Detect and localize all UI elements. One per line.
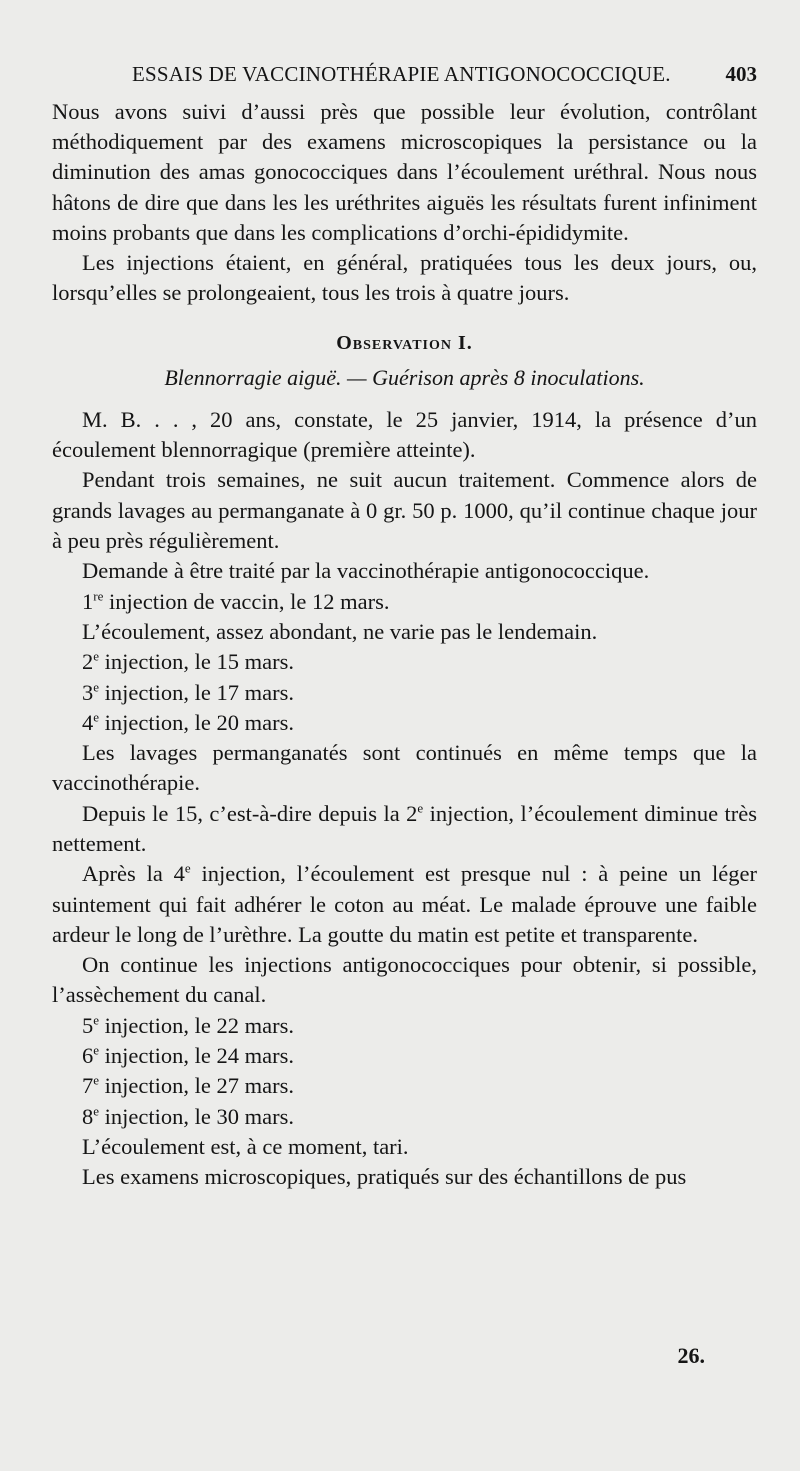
case-report [52, 405, 757, 1193]
observation-subtitle: Blennorragie aiguë. — Guérison après 8 inoculations. [164, 364, 645, 390]
injection-number: 5 [82, 1012, 94, 1038]
ordinal-suffix: e [93, 1042, 100, 1058]
case-line: Pendant trois semaines, ne suit aucun traitement. Commence alors de grands lavages au permanganate à 0 gr. 50 p. 1000, qu’il continue chaque jour à peu près régulièrement. [52, 467, 757, 554]
ordinal-suffix: e [93, 648, 100, 664]
ordinal-suffix: e [93, 1072, 100, 1088]
ordinal-suffix: re [93, 588, 104, 604]
page-header [52, 62, 757, 92]
case-line: On continue les injections antigonococciques pour obtenir, si possible, l’assèchement du canal. [52, 952, 757, 1008]
injection-text: injection de vaccin, le 12 mars. [108, 588, 390, 614]
case-line: Les examens microscopiques, pratiqués sur des échantillons de pus [82, 1164, 687, 1190]
text-fragment: injection, l’écoulement diminue très nettement. [52, 800, 758, 856]
case-line: Demande à être traité par la vaccinothérapie antigonococcique. [82, 558, 650, 584]
case-line [52, 799, 757, 860]
injection-number: 7 [82, 1073, 94, 1099]
injection-line [52, 1011, 757, 1041]
case-line: Les lavages permanganatés sont continués en même temps que la vaccinothérapie. [52, 740, 757, 796]
ordinal-suffix: e [93, 679, 100, 694]
injection-text: injection, le 24 mars. [104, 1043, 294, 1069]
intro-paragraph-2: Les injections étaient, en général, pratiquées tous les deux jours, ou, lorsqu’elles se prolongeaient, tous les trois à quatre jours. [52, 250, 757, 306]
injection-line [52, 1041, 757, 1071]
text-fragment: Depuis le 15, c’est-à-dire depuis la 2 [82, 800, 418, 826]
injection-text: injection, le 22 mars. [104, 1012, 294, 1038]
case-line: L’écoulement, assez abondant, ne varie pas le lendemain. [82, 618, 598, 644]
injection-text: injection, le 15 mars. [104, 649, 294, 675]
page-body [52, 97, 757, 1193]
ordinal-suffix: e [417, 800, 424, 816]
page-number: 403 [725, 62, 757, 86]
case-line: M. B. . . , 20 ans, constate, le 25 janvier, 1914, la présence d’un écoulement blennorragique (première atteinte). [52, 406, 757, 463]
injection-line [52, 1102, 757, 1132]
injection-text: injection, le 17 mars. [104, 679, 294, 705]
signature-mark: 26. [677, 1343, 705, 1368]
intro-paragraph-1: Nous avons suivi d’aussi près que possible leur évolution, contrôlant méthodiquement par des examens microscopiques la persistance ou la diminution des amas gonococciques dans l’écoulement uréthral. Nous nous hâtons de dire que dans les les uréthrites aiguës les résultats furent infiniment moins probants que dans les complications d’orchi-épididymite. [52, 99, 757, 245]
injection-number: 2 [82, 649, 94, 675]
ordinal-suffix: e [93, 709, 100, 725]
case-line [52, 859, 757, 950]
ordinal-suffix: e [184, 860, 191, 876]
injection-number: 8 [82, 1103, 94, 1129]
injection-number: 6 [82, 1043, 94, 1069]
running-title: ESSAIS DE VACCINOTHÉRAPIE ANTIGONOCOCCIQUE. [132, 62, 671, 86]
text-fragment: Après la 4 [82, 861, 185, 887]
injection-text: injection, le 20 mars. [104, 709, 294, 735]
injection-number: 1 [82, 588, 94, 614]
injection-line [52, 708, 757, 738]
injection-number: 4 [82, 709, 94, 735]
injection-text: injection, le 27 mars. [104, 1073, 294, 1099]
ordinal-suffix: e [93, 1012, 100, 1028]
ordinal-suffix: e [93, 1103, 100, 1119]
observation-title: Observation I. [336, 332, 473, 355]
injection-line [52, 678, 757, 708]
text-fragment: injection, l’écoulement est presque nul : à peine un léger suintement qui fait adhérer le coton au méat. Le malade éprouve une faible ardeur le long de l’urèthre. La goutte du matin est petite et transparente. [52, 861, 757, 947]
injection-text: injection, le 30 mars. [104, 1103, 294, 1129]
injection-line [52, 1071, 757, 1101]
injection-number: 3 [82, 679, 94, 705]
injection-line [52, 587, 757, 617]
case-line: L’écoulement est, à ce moment, tari. [82, 1133, 409, 1159]
injection-line [52, 647, 757, 677]
